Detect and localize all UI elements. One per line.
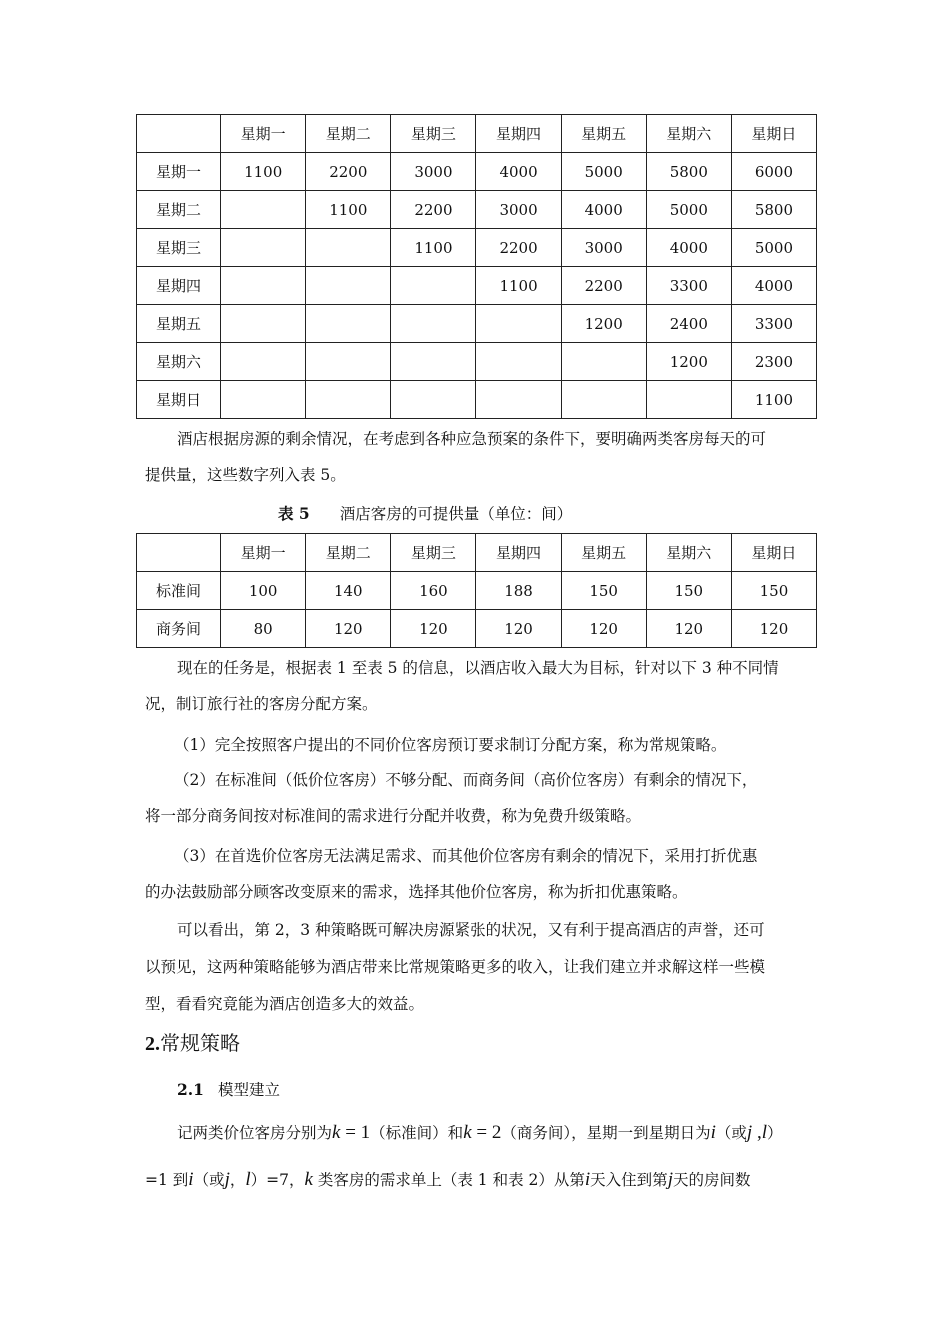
math-comma: , xyxy=(752,1122,762,1143)
table5-caption xyxy=(278,504,572,524)
table-cell: 120 xyxy=(561,610,646,648)
table-cell xyxy=(391,381,476,419)
row-header-cell: 标准间 xyxy=(137,572,221,610)
table-cell: 4000 xyxy=(646,229,731,267)
table-cell: 2200 xyxy=(561,267,646,305)
table-cell: 120 xyxy=(391,610,476,648)
table-cell: 4000 xyxy=(476,153,561,191)
table-cell xyxy=(561,381,646,419)
paragraph-task-line2: 况，制订旅行社的客房分配方案。 xyxy=(145,695,378,713)
row-header-cell: 星期五 xyxy=(137,305,221,343)
paragraph-conclusion-line2: 以预见，这两种策略能够为酒店带来比常规策略更多的收入，让我们建立并求解这样一些模 xyxy=(145,958,766,976)
column-header-cell xyxy=(137,115,221,153)
row-header-cell: 星期日 xyxy=(137,381,221,419)
section-number: 2. xyxy=(145,1033,160,1055)
math-2: 2 xyxy=(491,1122,502,1143)
row-header-cell: 星期二 xyxy=(137,191,221,229)
math-l: l xyxy=(245,1169,251,1190)
math-eq: = xyxy=(471,1122,492,1143)
table-cell xyxy=(646,381,731,419)
table-cell: 120 xyxy=(476,610,561,648)
column-header-cell: 星期三 xyxy=(391,534,476,572)
table-cell: 3000 xyxy=(561,229,646,267)
column-header-cell: 星期日 xyxy=(731,115,816,153)
table5-caption-title: 酒店客房的可提供量（单位：间） xyxy=(339,505,573,523)
paragraph-conclusion-line3: 型，看看究竟能为酒店创造多大的效益。 xyxy=(145,995,425,1013)
table-row xyxy=(137,572,817,610)
notation-text: （或 xyxy=(193,1171,225,1189)
table-cell: 5000 xyxy=(561,153,646,191)
strategy-item-2-line2: 将一部分商务间按对标准间的需求进行分配并收费，称为免费升级策略。 xyxy=(145,807,642,825)
table-cell: 5800 xyxy=(731,191,816,229)
notation-text: =1 到 xyxy=(145,1171,189,1189)
table-cell: 188 xyxy=(476,572,561,610)
strategy-item-3-line2: 的办法鼓励部分顾客改变原来的需求，选择其他价位客房，称为折扣优惠策略。 xyxy=(145,883,688,901)
table-cell: 3000 xyxy=(476,191,561,229)
table-cell xyxy=(221,305,306,343)
table-row xyxy=(137,229,817,267)
table-row xyxy=(137,305,817,343)
math-i: i xyxy=(584,1169,591,1190)
table-cell: 2200 xyxy=(306,153,391,191)
table-cell: 160 xyxy=(391,572,476,610)
column-header-cell: 星期日 xyxy=(731,534,816,572)
row-header-cell: 星期四 xyxy=(137,267,221,305)
table-cell: 2200 xyxy=(476,229,561,267)
table-cell: 80 xyxy=(221,610,306,648)
column-header-cell xyxy=(137,534,221,572)
table-cell xyxy=(221,343,306,381)
row-header-cell: 星期三 xyxy=(137,229,221,267)
math-k: k xyxy=(463,1122,472,1143)
column-header-cell: 星期二 xyxy=(306,534,391,572)
math-l: l xyxy=(761,1122,767,1143)
math-j: j xyxy=(746,1122,753,1143)
table-cell: 2200 xyxy=(391,191,476,229)
table-row xyxy=(137,381,817,419)
demand-table xyxy=(136,114,817,419)
table-cell xyxy=(306,381,391,419)
table-cell: 2300 xyxy=(731,343,816,381)
table-cell: 150 xyxy=(646,572,731,610)
table-cell: 1100 xyxy=(476,267,561,305)
table-cell: 3000 xyxy=(391,153,476,191)
table-cell xyxy=(306,229,391,267)
table-row xyxy=(137,153,817,191)
table-cell: 6000 xyxy=(731,153,816,191)
table-cell xyxy=(221,381,306,419)
table-cell: 150 xyxy=(731,572,816,610)
subsection-heading xyxy=(177,1080,280,1100)
paragraph-room-supply-line2: 提供量，这些数字列入表 5。 xyxy=(145,466,346,484)
paragraph-notation-line2 xyxy=(145,1168,807,1192)
table-row xyxy=(137,191,817,229)
table-cell: 120 xyxy=(646,610,731,648)
table-cell xyxy=(306,305,391,343)
column-header-cell: 星期一 xyxy=(221,115,306,153)
table-cell: 140 xyxy=(306,572,391,610)
table-cell: 4000 xyxy=(561,191,646,229)
math-j: j xyxy=(224,1169,230,1190)
paragraph-notation-line1 xyxy=(177,1121,807,1145)
table-cell: 120 xyxy=(306,610,391,648)
strategy-item-2-line1: （2）在标准间（低价位客房）不够分配、而商务间（高价位客房）有剩余的情况下， xyxy=(174,771,758,789)
table-cell xyxy=(476,381,561,419)
table-row xyxy=(137,343,817,381)
math-eq: = xyxy=(340,1122,361,1143)
column-header-cell: 星期二 xyxy=(306,115,391,153)
room-supply-table xyxy=(136,533,817,648)
table-cell xyxy=(221,267,306,305)
table-cell: 150 xyxy=(561,572,646,610)
column-header-cell: 星期五 xyxy=(561,115,646,153)
column-header-cell: 星期六 xyxy=(646,534,731,572)
table-cell: 100 xyxy=(221,572,306,610)
table-cell xyxy=(391,343,476,381)
table-cell: 1100 xyxy=(391,229,476,267)
math-j: j xyxy=(667,1169,673,1190)
row-header-cell: 星期一 xyxy=(137,153,221,191)
table-cell: 5000 xyxy=(731,229,816,267)
table-cell xyxy=(221,191,306,229)
table-cell: 2400 xyxy=(646,305,731,343)
notation-text: 类客房的需求单上（表 1 和表 2）从第 xyxy=(312,1171,585,1189)
subsection-number: 2.1 xyxy=(177,1080,204,1099)
notation-text: （或 xyxy=(715,1124,747,1142)
column-header-cell: 星期五 xyxy=(561,534,646,572)
table-cell xyxy=(306,267,391,305)
table-header-row xyxy=(137,115,817,153)
notation-text: 天入住到第 xyxy=(590,1171,668,1189)
table-cell xyxy=(391,305,476,343)
table-cell: 5800 xyxy=(646,153,731,191)
strategy-item-3-line1: （3）在首选价位客房无法满足需求、而其他价位客房有剩余的情况下，采用打折优惠 xyxy=(174,847,758,865)
table-cell: 1100 xyxy=(306,191,391,229)
table-row xyxy=(137,610,817,648)
notation-text: 天的房间数 xyxy=(672,1171,751,1189)
paragraph-room-supply-line1: 酒店根据房源的剩余情况，在考虑到各种应急预案的条件下，要明确两类客房每天的可 xyxy=(177,430,767,448)
math-1: 1 xyxy=(360,1122,371,1143)
table-cell: 1100 xyxy=(731,381,816,419)
math-k: k xyxy=(332,1122,341,1143)
section-heading xyxy=(145,1030,240,1057)
notation-text: 记两类价位客房分别为 xyxy=(177,1124,333,1142)
table-cell: 5000 xyxy=(646,191,731,229)
math-k: k xyxy=(304,1169,313,1190)
table-cell xyxy=(221,229,306,267)
column-header-cell: 星期四 xyxy=(476,115,561,153)
notation-text: ） xyxy=(766,1124,783,1142)
strategy-item-1: （1）完全按照客户提出的不同价位客房预订要求制订分配方案，称为常规策略。 xyxy=(174,736,727,754)
notation-text: ， xyxy=(229,1171,246,1189)
table-cell: 3300 xyxy=(731,305,816,343)
table-cell xyxy=(561,343,646,381)
table-row xyxy=(137,267,817,305)
table5-caption-label: 表 5 xyxy=(278,504,310,523)
math-i: i xyxy=(710,1122,716,1143)
table-cell: 1200 xyxy=(561,305,646,343)
table-cell: 1100 xyxy=(221,153,306,191)
section-title: 常规策略 xyxy=(160,1031,240,1055)
notation-text: （标准间）和 xyxy=(370,1124,464,1142)
notation-text: （商务间），星期一到星期日为 xyxy=(501,1124,711,1142)
table-header-row xyxy=(137,534,817,572)
column-header-cell: 星期三 xyxy=(391,115,476,153)
table-cell xyxy=(476,305,561,343)
table-cell: 4000 xyxy=(731,267,816,305)
column-header-cell: 星期四 xyxy=(476,534,561,572)
table-cell: 120 xyxy=(731,610,816,648)
paragraph-task-line1: 现在的任务是，根据表 1 至表 5 的信息，以酒店收入最大为目标，针对以下 3 种不同情 xyxy=(177,659,779,677)
table-cell: 3300 xyxy=(646,267,731,305)
table-cell: 1200 xyxy=(646,343,731,381)
row-header-cell: 商务间 xyxy=(137,610,221,648)
paragraph-conclusion-line1: 可以看出，第 2，3 种策略既可解决房源紧张的状况，又有利于提高酒店的声誉，还可 xyxy=(177,921,765,939)
table-cell xyxy=(391,267,476,305)
math-i: i xyxy=(188,1169,194,1190)
notation-text: ）=7， xyxy=(250,1171,305,1189)
table-cell xyxy=(476,343,561,381)
column-header-cell: 星期一 xyxy=(221,534,306,572)
table-cell xyxy=(306,343,391,381)
column-header-cell: 星期六 xyxy=(646,115,731,153)
subsection-title: 模型建立 xyxy=(217,1081,280,1099)
row-header-cell: 星期六 xyxy=(137,343,221,381)
